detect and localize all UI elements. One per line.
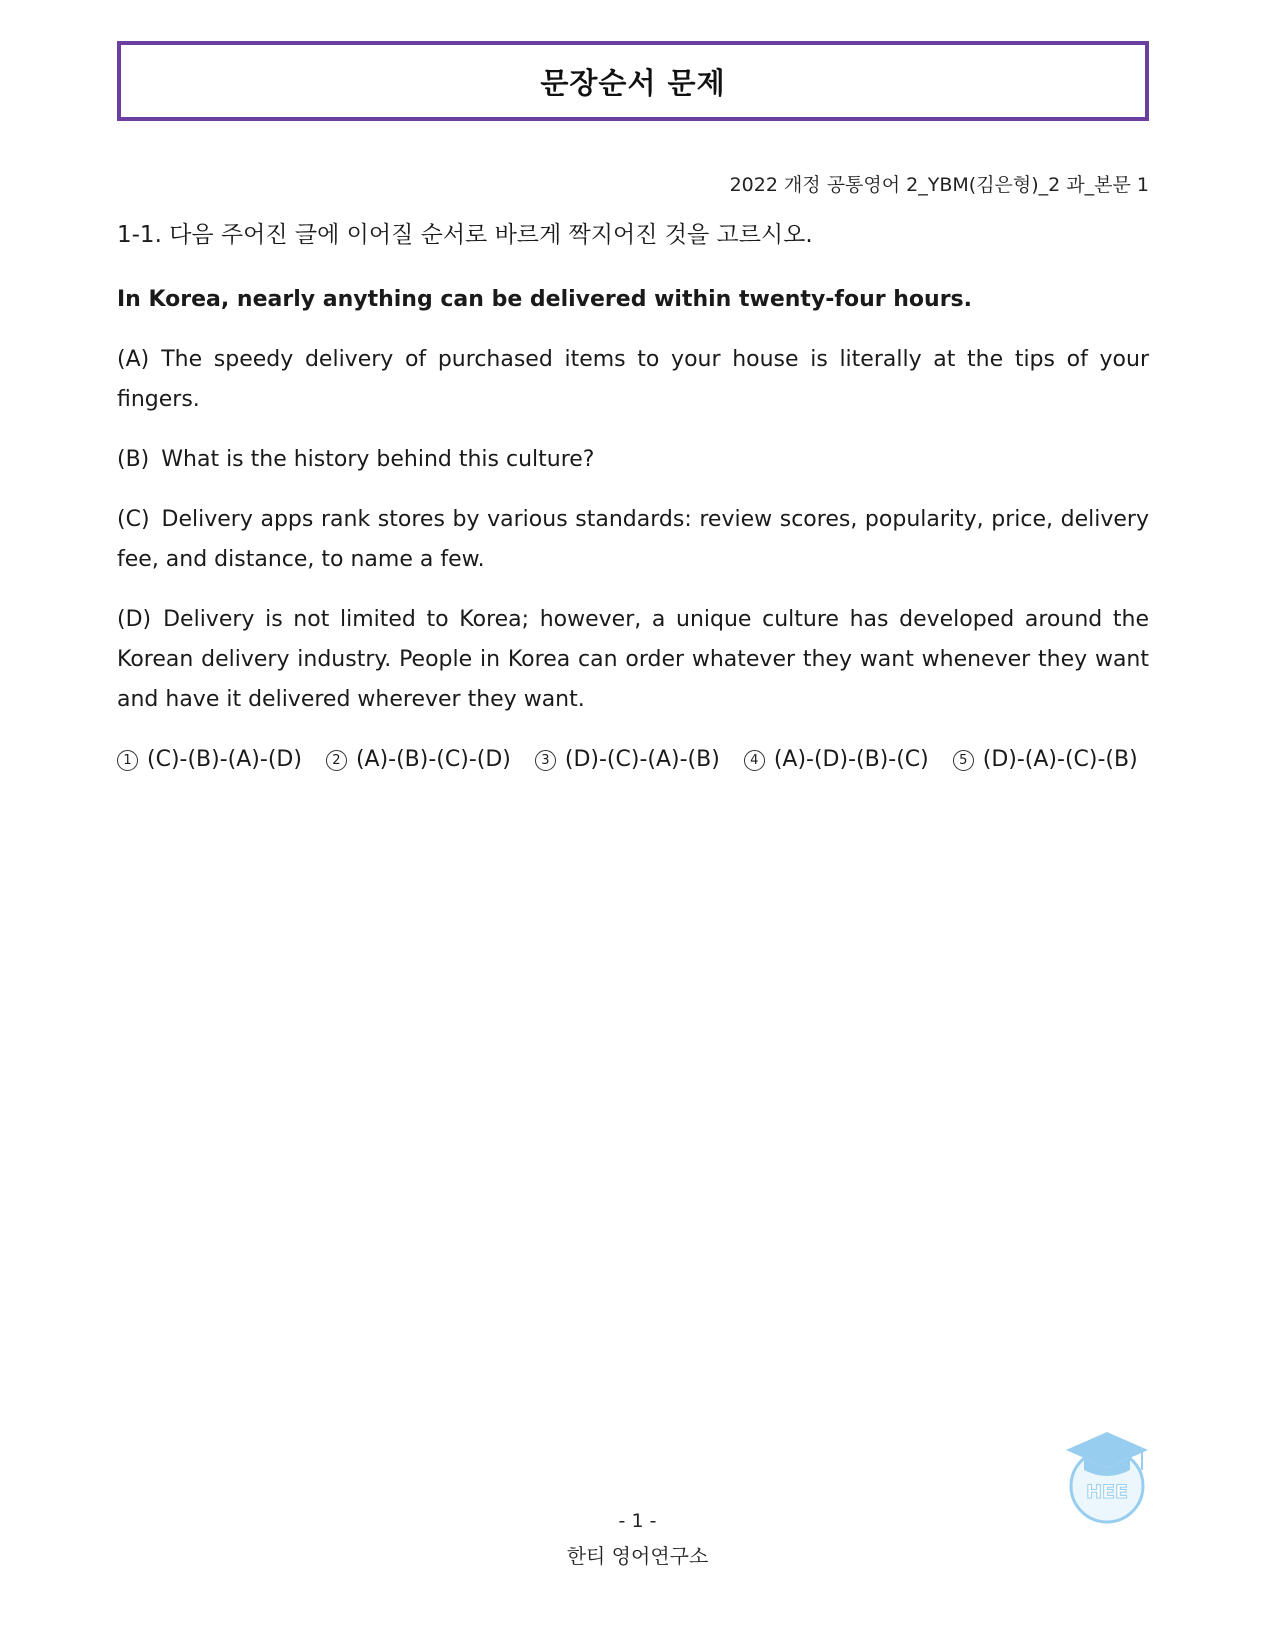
title-box [117,41,1149,121]
passage-option-d [117,600,1149,720]
option-label: (C) [117,507,150,532]
option-label: (A) [117,347,150,372]
answer-text: (A)-(D)-(B)-(C) [773,747,929,772]
option-text: The speedy delivery of purchased items to your house is literally at the tips of your fingers. [117,347,1149,412]
page-title: 문장순서 문제 [540,65,726,100]
answer-choice-3[interactable] [535,740,720,780]
graduation-cap-logo-icon [1062,1430,1152,1530]
option-label: (D) [117,607,152,632]
choice-number-marker: 3 [535,750,556,771]
passage-option-a [117,340,1149,420]
choice-number-marker: 2 [326,750,347,771]
answer-choice-1[interactable] [117,740,302,780]
answer-choice-2[interactable] [326,740,511,780]
answer-text: (D)-(C)-(A)-(B) [564,747,720,772]
choice-number-marker: 1 [117,750,138,771]
footer-organization: 한티 영어연구소 [566,1544,709,1568]
choice-number-marker: 4 [744,750,765,771]
answer-choice-4[interactable] [744,740,929,780]
passage-option-b [117,440,1149,480]
page-number: - 1 - [618,1510,657,1532]
option-text: What is the history behind this culture? [161,447,595,472]
passage-option-c [117,500,1149,580]
source-reference: 2022 개정 공통영어 2_YBM(김은형)_2 과_본문 1 [729,174,1149,196]
option-text: Delivery is not limited to Korea; however, a unique culture has developed around the Korean delivery industry. People in Korea can order whatever they want whenever they want and have it delivered wherever they want. [117,607,1149,712]
question-stem: 1-1. 다음 주어진 글에 이어질 순서로 바르게 짝지어진 것을 고르시오. [117,222,813,248]
answer-choice-5[interactable] [953,740,1138,780]
choice-number-marker: 5 [953,750,974,771]
given-sentence: In Korea, nearly anything can be delivered within twenty-four hours. [117,287,973,312]
answer-choices [117,740,1149,780]
option-label: (B) [117,447,150,472]
answer-text: (D)-(A)-(C)-(B) [982,747,1138,772]
option-text: Delivery apps rank stores by various standards: review scores, popularity, price, delivery fee, and distance, to name a few. [117,507,1149,572]
answer-text: (C)-(B)-(A)-(D) [147,747,302,772]
question-block [117,218,1149,780]
logo-text: HEE [1086,1481,1128,1503]
answer-text: (A)-(B)-(C)-(D) [355,747,511,772]
